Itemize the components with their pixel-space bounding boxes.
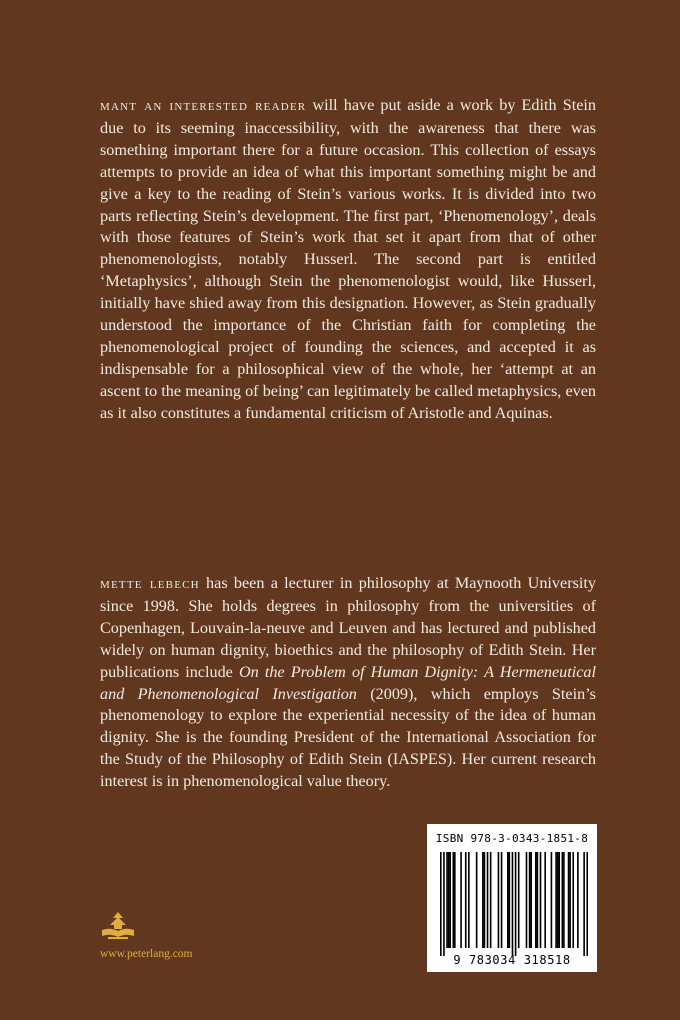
barcode-bar [572, 852, 574, 948]
barcode-bar [446, 852, 448, 948]
barcode-bar [540, 852, 542, 948]
barcode-bar [454, 852, 456, 948]
barcode-bar [512, 852, 514, 956]
barcode-bar [568, 852, 570, 948]
barcode-bar [507, 852, 509, 948]
publisher-url[interactable]: www.peterlang.com [100, 948, 193, 960]
barcode-bar [583, 852, 585, 956]
blurb-paragraph [100, 95, 596, 425]
barcode-bar [498, 852, 500, 948]
barcode-bar [515, 852, 517, 956]
barcode-bar [586, 852, 588, 956]
barcode-bar [544, 852, 546, 948]
peter-lang-logo-icon [100, 912, 136, 942]
barcode-digits: 9 783034 318518 [453, 953, 571, 967]
barcode-bar [558, 852, 560, 948]
barcode-bar [482, 852, 484, 948]
barcode-bar [501, 852, 503, 948]
barcode-bar [529, 852, 531, 948]
barcode-bar [555, 852, 557, 948]
barcode-bar [468, 852, 470, 948]
barcode-bar [557, 852, 559, 948]
isbn-label: ISBN 978-3-0343-1851-8 [435, 832, 589, 845]
bio-text-1: has been a lecturer in philosophy at Maynooth University since 1998. She holds degrees in philosophy from the universities of Copenhagen, Louvain-la-neuve and Leuven and has lectured and published widely on human dignity, bioethics and the philosophy of Edith Stein. Her publications include [100, 574, 596, 681]
barcode-bar [577, 852, 579, 948]
barcode-bar [490, 852, 492, 948]
barcode-bar [509, 852, 511, 948]
bio-text-2: (2009), which employs Stein’s phenomenology to explore the experiential necessity of the idea of human dignity. She is the founding President of the International Association for the Study of the Philosophy of Edith Stein (IASPES). Her current research interest is in phenomenological value theory. [100, 684, 596, 791]
barcode-bar [562, 852, 564, 948]
isbn-barcode [427, 824, 597, 972]
barcode-bar [537, 852, 539, 948]
barcode-bar [448, 852, 450, 948]
barcode-bar [569, 852, 571, 948]
barcode-bar [476, 852, 478, 948]
barcode-bar [535, 852, 537, 948]
barcode-bar [487, 852, 489, 948]
book-title: On the Problem of Human Dignity: A Hermeneutical and Phenomenological Investigation [100, 662, 596, 703]
barcode-bar [530, 852, 532, 948]
barcode-bar [443, 852, 445, 956]
barcode-bar [551, 852, 553, 948]
barcode-bar [460, 852, 462, 948]
barcode-bars [440, 852, 588, 956]
barcode-bar [484, 852, 486, 948]
blurb-lead: mant an interested reader [100, 98, 307, 114]
blurb-text: will have put aside a work by Edith Stein due to its seeming inaccessibility, with the awareness that there was something important there for a future occasion. This collection of essays attempts to provide an idea of what this important something might be and give a key to the reading of Stein’s various works. It is divided into two parts reflecting Stein’s development. The first part, ‘Phenomenology’, deals with those features of Stein’s work that set it apart from that of other phenomenologists, notably Husserl. The second part is entitled ‘Metaphysics’, although Stein the phenomenologist would, like Husserl, initially have shied away from this designation. However, as Stein gradually understood the importance of the Christian faith for completing the phenomenological project of founding the sciences, and accepted it as indispensable for a philosophical view of the whole, her ‘attempt at an ascent to the meaning of being’ can legitimately be called metaphysics, even as it also constitutes a fundamental criticism of Aristotle and Aquinas. [100, 96, 596, 422]
barcode-bar [440, 852, 442, 956]
author-bio-paragraph [100, 573, 596, 793]
barcode-bar [563, 852, 565, 948]
barcode-bar [449, 852, 451, 948]
barcode-bar [518, 852, 520, 948]
barcode-bar [452, 852, 454, 948]
barcode-bar [526, 852, 528, 948]
barcode-bar [465, 852, 467, 948]
author-name: mette lebech [100, 576, 200, 592]
